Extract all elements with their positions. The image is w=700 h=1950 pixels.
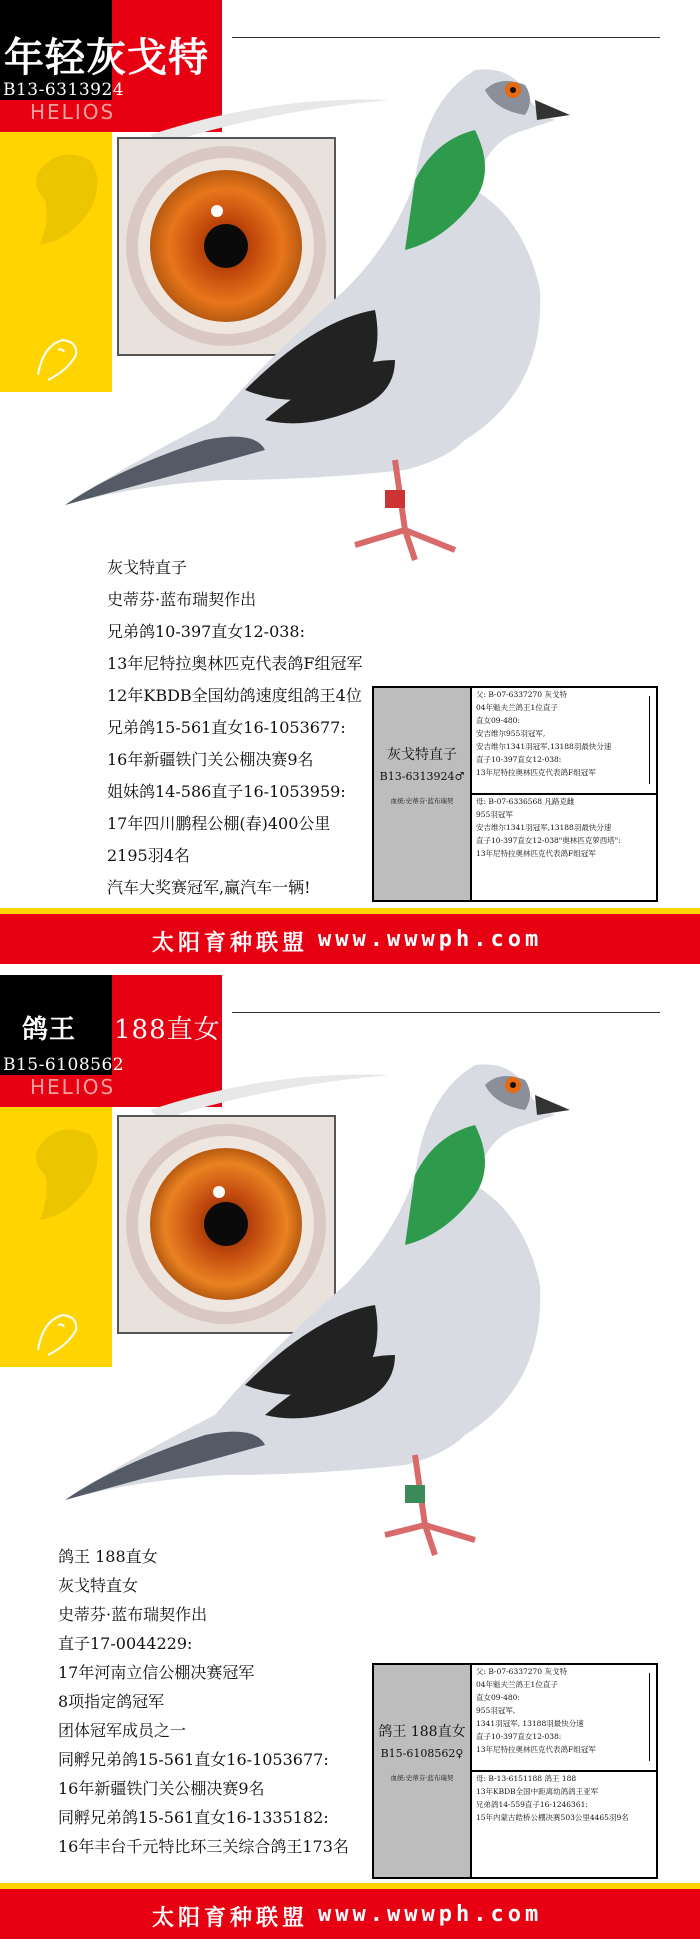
ring-number: B13-6313924 xyxy=(3,80,125,100)
description-block xyxy=(107,552,362,936)
father-line: 直子10-397直女12-038: xyxy=(476,755,562,764)
pedigree-father xyxy=(472,1665,656,1772)
pedigree-divider xyxy=(649,696,650,784)
father-line: 04年魁夫兰鸽王1位直子 xyxy=(476,1680,558,1689)
pedigree-name: 灰戈特直子 xyxy=(387,747,457,763)
description-line: 16年新疆铁门关公棚决赛9名 xyxy=(58,1779,265,1798)
pigeon-title-suffix: 188直女 xyxy=(114,1015,221,1045)
father-line: 04年魁夫兰鸽王1位直子 xyxy=(476,703,558,712)
father-line: 安吉维尔955羽冠军, xyxy=(476,729,546,738)
father-line: 1341羽冠军, 13188羽最快分速 xyxy=(476,1719,584,1728)
description-line: 姐妹鸽14-586直子16-1053959: xyxy=(107,782,346,801)
description-line: 16年新疆铁门关公棚决赛9名 xyxy=(107,750,314,769)
description-line: 13年尼特拉奥林匹克代表鸽F组冠军 xyxy=(107,654,363,673)
description-line: 灰戈特直女 xyxy=(58,1576,139,1595)
description-block xyxy=(58,1542,349,1861)
mother-line: 安吉维尔1341羽冠军,13188羽最快分速 xyxy=(476,823,612,832)
mother-line: 母: B-07-6336568 凡路克雌 xyxy=(476,797,575,806)
description-line: 汽车大奖赛冠军,赢汽车一辆! xyxy=(107,878,311,897)
pedigree-table xyxy=(372,1663,658,1879)
father-line: 父: B-07-6337270 灰戈特 xyxy=(476,690,567,699)
pedigree-mother xyxy=(472,1772,656,1877)
father-line: 13年尼特拉奥林匹克代表鸽F组冠军 xyxy=(476,768,596,777)
description-line: 8项指定鸽冠军 xyxy=(58,1692,165,1711)
pigeon-panel-2 xyxy=(0,975,700,1950)
description-line: 16年丰台千元特比环三关综合鸽王173名 xyxy=(58,1837,349,1856)
footer-brand-name: 太阳育种联盟 xyxy=(152,930,309,956)
footer-banner xyxy=(0,914,700,964)
mother-line: 直子10-397直女12-038"奥林匹克萝西塔": xyxy=(476,836,621,845)
mother-line: 15年内蒙古皓桥公棚决赛503公里4465羽9名 xyxy=(476,1813,629,1822)
father-line: 直女09-480: xyxy=(476,716,520,725)
mother-line: 955羽冠军 xyxy=(476,810,513,819)
mother-line: 兄弟鸽14-559直子16-1246361: xyxy=(476,1800,588,1809)
father-line: 安吉维尔1341羽冠军,13188羽最快分速 xyxy=(476,742,612,751)
mother-line: 母: B-13-6151188 鸽王 188 xyxy=(476,1774,577,1783)
pedigree-subject xyxy=(374,688,472,900)
brand-watermark: HELIOS xyxy=(30,100,116,124)
footer-banner xyxy=(0,1889,700,1939)
pedigree-father xyxy=(472,688,656,795)
footer-url[interactable]: www.wwwph.com xyxy=(318,927,543,952)
header-rule xyxy=(232,37,660,38)
description-line: 直子17-0044229: xyxy=(58,1634,193,1653)
description-line: 史蒂芬·蓝布瑞契作出 xyxy=(58,1605,208,1624)
pedigree-subject xyxy=(374,1665,472,1877)
footer-url[interactable]: www.wwwph.com xyxy=(318,1902,543,1927)
description-line: 同孵兄弟鸽15-561直女16-1053677: xyxy=(58,1750,329,1769)
pedigree-divider xyxy=(649,1673,650,1761)
father-line: 直子10-397直女12-038: xyxy=(476,1732,562,1741)
description-line: 灰戈特直子 xyxy=(107,558,188,577)
description-line: 史蒂芬·蓝布瑞契作出 xyxy=(107,590,257,609)
father-line: 父: B-07-6337270 灰戈特 xyxy=(476,1667,567,1676)
pigeon-title: 年轻灰戈特 xyxy=(4,34,209,81)
pedigree-name: 鸽王 188直女 xyxy=(378,1724,466,1740)
description-line: 同孵兄弟鸽15-561直女16-1335182: xyxy=(58,1808,329,1827)
ring-number: B15-6108562 xyxy=(3,1055,125,1075)
pigeon-photo xyxy=(55,1055,655,1615)
description-line: 2195羽4名 xyxy=(107,846,190,865)
description-line: 鸽王 188直女 xyxy=(58,1547,158,1566)
mother-line: 13年尼特拉奥林匹克代表鸽F组冠军 xyxy=(476,849,596,858)
mother-line: 13年KBDB全国中距离幼鸽鸽王亚军 xyxy=(476,1787,599,1796)
pedigree-ring: B15-6108562♀ xyxy=(380,1747,464,1760)
pedigree-bloodline: 血统:史蒂芬·蓝布瑞契 xyxy=(390,797,454,805)
description-line: 团体冠军成员之一 xyxy=(58,1721,187,1740)
pigeon-title: 鸽王 xyxy=(22,1015,77,1045)
father-line: 直女09-480: xyxy=(476,1693,520,1702)
pedigree-mother xyxy=(472,795,656,900)
description-line: 17年四川鹏程公棚(春)400公里 xyxy=(107,814,331,833)
father-line: 955羽冠军, xyxy=(476,1706,516,1715)
pedigree-table xyxy=(372,686,658,902)
pedigree-ring: B13-6313924♂ xyxy=(379,770,465,783)
brand-watermark: HELIOS xyxy=(30,1075,116,1099)
pedigree-bloodline: 血统:史蒂芬·蓝布瑞契 xyxy=(390,1774,454,1782)
description-line: 兄弟鸽10-397直女12-038: xyxy=(107,622,306,641)
footer-brand-name: 太阳育种联盟 xyxy=(152,1905,309,1931)
description-line: 兄弟鸽15-561直女16-1053677: xyxy=(107,718,346,737)
description-line: 12年KBDB全国幼鸽速度组鸽王4位 xyxy=(107,686,362,705)
description-line: 17年河南立信公棚决赛冠军 xyxy=(58,1663,255,1682)
father-line: 13年尼特拉奥林匹克代表鸽F组冠军 xyxy=(476,1745,596,1754)
header-rule xyxy=(232,1012,660,1013)
